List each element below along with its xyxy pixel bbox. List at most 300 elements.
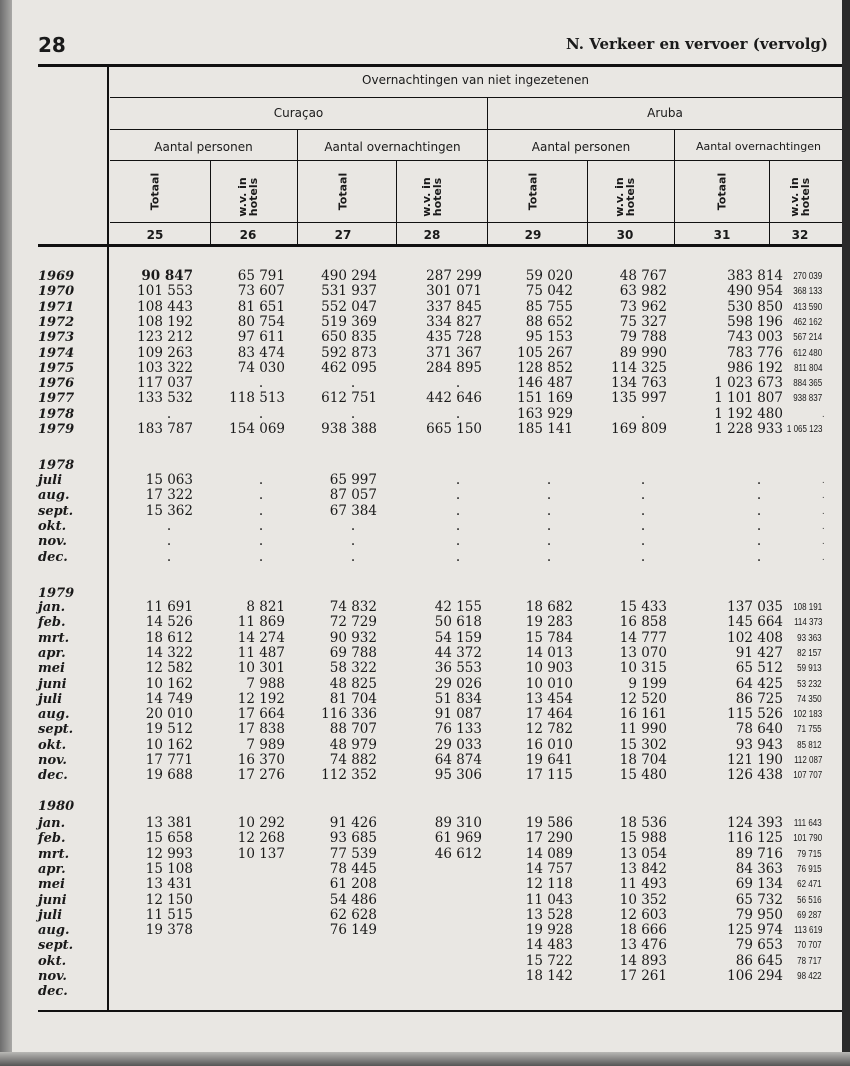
table-cell: 81 704: [329, 690, 377, 707]
table-cell: 15 433: [619, 599, 667, 615]
table-cell: 103 322: [137, 359, 193, 376]
table-cell: 783 776: [727, 344, 783, 361]
table-cell: 1 192 480: [714, 405, 783, 422]
table-cell: 19 283: [525, 614, 573, 631]
table-cell: 11 515: [145, 906, 193, 923]
table-cell: 13 454: [525, 690, 573, 707]
table-cell: 10 137: [237, 845, 285, 862]
table-cell: .: [350, 517, 356, 534]
table-cell: .: [640, 548, 646, 565]
row-label: mrt.: [38, 630, 70, 646]
table-cell: 76 149: [329, 922, 377, 939]
table-cell: 15 722: [525, 952, 573, 969]
table-cell: 108 443: [137, 298, 193, 315]
top-rule: [38, 64, 842, 67]
table-cell: .: [822, 505, 825, 517]
table-cell: 938 388: [321, 421, 377, 437]
table-cell: 63 982: [619, 283, 667, 300]
table-cell: 126 438: [727, 767, 783, 784]
table-cell: 19 688: [145, 767, 193, 784]
row-label: 1974: [38, 345, 75, 361]
table-cell: 82 157: [797, 647, 822, 659]
table-cell: 79 715: [797, 848, 822, 860]
table-cell: .: [258, 472, 264, 488]
table-cell: 62 471: [797, 879, 822, 891]
table-cell: 10 162: [145, 736, 193, 753]
table-cell: 86 725: [735, 690, 783, 707]
table-cell: 14 749: [145, 690, 193, 707]
table-cell: 383 814: [727, 268, 783, 284]
table-cell: .: [822, 551, 825, 563]
row-label: okt.: [38, 953, 67, 969]
column-number: 28: [423, 228, 441, 242]
table-cell: 169 809: [611, 421, 667, 437]
table-cell: 19 512: [145, 721, 193, 738]
table-cell: 78 445: [329, 860, 377, 877]
table-cell: 14 483: [525, 937, 573, 954]
table-cell: 7 989: [246, 736, 285, 753]
table-cell: 12 782: [525, 721, 573, 738]
table-cell: 10 010: [525, 675, 573, 692]
table-cell: 17 664: [237, 706, 285, 723]
table-cell: 14 089: [525, 845, 573, 862]
table-cell: .: [455, 472, 461, 488]
table-cell: 73 962: [619, 298, 667, 315]
column-header-of-which-hotels: w.v. in hotels: [236, 177, 260, 217]
table-cell: 413 590: [793, 301, 822, 313]
table-cell: 78 640: [735, 721, 783, 738]
table-cell: .: [350, 375, 356, 392]
table-cell: 12 582: [145, 660, 193, 677]
table-title: Overnachtingen van niet ingezetenen: [362, 73, 589, 87]
table-cell: 14 274: [237, 629, 285, 646]
table-cell: 531 937: [321, 283, 377, 300]
table-cell: .: [756, 548, 762, 565]
table-cell: 592 873: [321, 344, 377, 361]
table-cell: .: [756, 472, 762, 488]
row-label: 1975: [38, 360, 75, 376]
table-cell: 598 196: [727, 313, 783, 330]
table-cell: 17 838: [237, 721, 285, 738]
table-cell: 13 528: [525, 906, 573, 923]
table-cell: 48 825: [329, 675, 377, 692]
table-cell: .: [455, 533, 461, 550]
table-cell: 54 159: [434, 629, 482, 646]
table-cell: 17 322: [145, 487, 193, 504]
table-cell: 128 852: [517, 359, 573, 376]
row-label: 1971: [38, 299, 75, 315]
table-cell: 462 162: [793, 316, 822, 328]
row-label: sept.: [38, 503, 74, 519]
row-label: sept.: [38, 938, 74, 954]
table-cell: 69 134: [735, 876, 783, 893]
table-cell: .: [166, 405, 172, 422]
group-aruba-persons: Aantal personen: [531, 140, 631, 154]
table-cell: 1 065 123: [786, 424, 822, 435]
table-cell: 10 352: [619, 891, 667, 908]
table-cell: 101 790: [793, 833, 822, 845]
table-cell: 75 042: [525, 283, 573, 300]
table-cell: 15 784: [525, 629, 573, 646]
table-cell: 62 628: [329, 906, 377, 923]
table-cell: .: [350, 533, 356, 550]
table-cell: 15 480: [619, 767, 667, 784]
table-cell: 19 378: [145, 922, 193, 939]
column-number: 25: [146, 228, 164, 242]
column-number: 27: [334, 228, 352, 242]
table-cell: .: [822, 490, 825, 502]
table-cell: .: [258, 548, 264, 565]
table-cell: 106 294: [727, 968, 783, 984]
table-cell: 91 087: [434, 706, 482, 723]
stub-divider: [107, 66, 109, 1011]
table-cell: .: [258, 502, 264, 519]
rule: [587, 161, 588, 245]
table-cell: 74 030: [237, 359, 285, 376]
table-cell: 270 039: [793, 271, 822, 282]
row-label: jan.: [38, 600, 66, 615]
table-cell: 29 026: [434, 675, 482, 692]
row-label: jan.: [38, 816, 66, 831]
table-cell: 85 755: [525, 298, 573, 315]
column-number: 30: [616, 228, 634, 242]
table-cell: 74 882: [329, 752, 377, 768]
table-cell: .: [546, 502, 552, 519]
table-cell: 183 787: [137, 421, 193, 437]
table-cell: .: [455, 375, 461, 392]
table-cell: 20 010: [145, 706, 193, 723]
table-cell: 10 301: [237, 660, 285, 677]
table-cell: 95 306: [434, 767, 482, 784]
row-label: 1976: [38, 376, 75, 392]
table-cell: 117 037: [137, 375, 193, 392]
table-cell: 95 153: [525, 329, 573, 346]
table-cell: 88 652: [525, 313, 573, 330]
row-label: 1973: [38, 330, 75, 346]
table-cell: 75 327: [619, 313, 667, 330]
table-cell: 14 013: [525, 644, 573, 661]
table-cell: .: [546, 517, 552, 534]
column-number: 32: [791, 228, 809, 242]
table-cell: 18 682: [525, 599, 573, 615]
table-cell: 79 788: [619, 329, 667, 346]
row-label: dec.: [38, 549, 68, 565]
table-cell: 163 929: [517, 405, 573, 422]
table-cell: 61 208: [329, 876, 377, 893]
table-cell: .: [546, 533, 552, 550]
section-title: N. Verkeer en vervoer (vervolg): [566, 35, 828, 53]
table-cell: 109 263: [137, 344, 193, 361]
table-cell: 17 771: [145, 752, 193, 768]
row-label: juli: [38, 473, 63, 488]
table-cell: 12 603: [619, 906, 667, 923]
table-cell: 519 369: [321, 313, 377, 330]
table-cell: .: [455, 502, 461, 519]
table-cell: 743 003: [727, 329, 783, 346]
row-label: mei: [38, 661, 65, 677]
table-cell: 123 212: [137, 329, 193, 346]
table-cell: 50 618: [434, 614, 482, 631]
table-cell: 59 913: [797, 663, 822, 675]
row-label: mei: [38, 877, 65, 893]
table-cell: 17 276: [237, 767, 285, 784]
table-cell: 58 322: [329, 660, 377, 677]
table-cell: 114 325: [611, 359, 667, 376]
row-label: dec.: [38, 984, 68, 1000]
table-cell: 89 716: [735, 845, 783, 862]
region-aruba: Aruba: [647, 106, 683, 120]
table-cell: 65 997: [329, 472, 377, 488]
row-label: juli: [38, 691, 63, 707]
row-label: nov.: [38, 753, 67, 768]
table-cell: .: [546, 548, 552, 565]
table-cell: 371 367: [426, 344, 482, 361]
table-cell: 36 553: [434, 660, 482, 677]
table-cell: .: [166, 517, 172, 534]
table-cell: 1 101 807: [714, 390, 783, 407]
table-cell: 113 619: [793, 925, 822, 937]
table-cell: .: [822, 520, 825, 532]
rule: [210, 161, 211, 245]
table-cell: 665 150: [426, 421, 482, 437]
table-cell: .: [640, 405, 646, 422]
table-cell: 11 487: [237, 644, 285, 661]
table-cell: 19 586: [525, 815, 573, 831]
table-cell: 64 425: [735, 675, 783, 692]
table-cell: 73 607: [237, 283, 285, 300]
period-heading: 1978: [38, 458, 75, 473]
page-binding-edge: [0, 0, 12, 1066]
table-cell: 108 192: [137, 313, 193, 330]
row-label: apr.: [38, 861, 66, 877]
table-cell: .: [640, 533, 646, 550]
table-cell: 884 365: [793, 378, 822, 390]
table-cell: 301 071: [426, 283, 482, 300]
table-cell: 13 054: [619, 845, 667, 862]
table-cell: 11 691: [145, 599, 193, 615]
table-cell: 90 932: [329, 629, 377, 646]
table-cell: 112 087: [793, 755, 822, 766]
column-header-of-which-hotels: w.v. in hotels: [420, 177, 444, 217]
table-cell: .: [640, 502, 646, 519]
table-cell: 67 384: [329, 502, 377, 519]
table-cell: 61 969: [434, 830, 482, 847]
row-label: aug.: [38, 488, 70, 504]
table-cell: 650 835: [321, 329, 377, 346]
row-label: aug.: [38, 707, 70, 723]
table-cell: 118 513: [229, 390, 285, 407]
table-cell: 16 858: [619, 614, 667, 631]
table-cell: 15 302: [619, 736, 667, 753]
table-cell: 17 290: [525, 830, 573, 847]
table-cell: 56 516: [797, 894, 822, 906]
rule: [110, 97, 842, 98]
table-cell: 65 512: [735, 660, 783, 677]
table-cell: .: [258, 405, 264, 422]
table-cell: 12 520: [619, 690, 667, 707]
table-cell: 91 427: [735, 644, 783, 661]
table-cell: 11 990: [619, 721, 667, 738]
rule: [769, 161, 770, 245]
table-cell: 91 426: [329, 815, 377, 831]
table-cell: 14 526: [145, 614, 193, 631]
table-cell: 76 133: [434, 721, 482, 738]
row-label: feb.: [38, 831, 66, 847]
table-cell: 76 915: [797, 863, 822, 875]
table-cell: 53 232: [797, 678, 822, 690]
table-cell: 111 643: [794, 818, 822, 829]
table-cell: 42 155: [434, 599, 482, 615]
table-cell: 15 362: [145, 502, 193, 519]
table-cell: 11 043: [525, 891, 573, 908]
table-cell: 90 847: [141, 268, 193, 284]
row-label: nov.: [38, 969, 67, 984]
table-cell: 986 192: [727, 359, 783, 376]
table-cell: .: [756, 533, 762, 550]
table-cell: 462 095: [321, 359, 377, 376]
table-cell: 15 063: [145, 472, 193, 488]
table-cell: 93 685: [329, 830, 377, 847]
table-cell: .: [756, 487, 762, 504]
region-curacao: Curaçao: [273, 106, 324, 120]
table-cell: 133 532: [137, 390, 193, 407]
table-cell: 16 010: [525, 736, 573, 753]
table-cell: 79 950: [735, 906, 783, 923]
table-cell: .: [258, 375, 264, 392]
row-label: nov.: [38, 534, 67, 550]
row-label: 1969: [38, 269, 75, 284]
period-heading: 1980: [38, 799, 75, 814]
table-cell: 134 763: [611, 375, 667, 392]
table-cell: 87 057: [329, 487, 377, 504]
table-cell: 98 422: [797, 971, 822, 982]
table-cell: 185 141: [517, 421, 573, 437]
table-cell: 145 664: [727, 614, 783, 631]
table-cell: .: [350, 548, 356, 565]
group-curacao-persons: Aantal personen: [154, 140, 253, 154]
table-cell: 154 069: [229, 421, 285, 437]
row-label: 1979: [38, 422, 75, 437]
row-label: sept.: [38, 722, 74, 738]
table-cell: .: [756, 502, 762, 519]
table-cell: 46 612: [434, 845, 482, 862]
table-cell: .: [258, 487, 264, 504]
row-label: apr.: [38, 645, 66, 661]
table-cell: 368 133: [793, 286, 822, 298]
table-cell: 44 372: [434, 644, 482, 661]
table-cell: 284 895: [426, 359, 482, 376]
table-cell: 938 837: [793, 393, 822, 405]
table-cell: 811 804: [793, 362, 822, 374]
table-cell: 13 431: [145, 876, 193, 893]
table-cell: 135 997: [611, 390, 667, 407]
table-cell: 48 767: [619, 268, 667, 284]
table-cell: 105 267: [517, 344, 573, 361]
table-cell: 59 020: [525, 268, 573, 284]
table-cell: 54 486: [329, 891, 377, 908]
table-cell: 146 487: [517, 375, 573, 392]
table-cell: 77 539: [329, 845, 377, 862]
table-cell: 18 142: [525, 968, 573, 984]
table-cell: 85 812: [797, 739, 822, 751]
table-cell: 89 990: [619, 344, 667, 361]
table-cell: 17 261: [619, 968, 667, 984]
table-cell: 71 755: [797, 724, 822, 736]
table-cell: 12 192: [237, 690, 285, 707]
table-cell: 13 070: [619, 644, 667, 661]
table-cell: 112 352: [321, 767, 377, 784]
column-header-total: Totaal: [526, 172, 540, 211]
table-cell: 15 988: [619, 830, 667, 847]
group-aruba-nights: Aantal overnachtingen: [696, 140, 821, 153]
row-label: juni: [38, 676, 67, 692]
table-cell: .: [640, 517, 646, 534]
table-cell: 287 299: [426, 268, 482, 284]
table-cell: 15 108: [145, 860, 193, 877]
table-cell: 1 228 933: [714, 421, 783, 437]
row-label: aug.: [38, 923, 70, 939]
table-cell: 114 373: [793, 617, 822, 629]
table-cell: 125 974: [727, 922, 783, 939]
table-cell: 93 943: [735, 736, 783, 753]
table-cell: 552 047: [321, 298, 377, 315]
table-cell: .: [822, 475, 825, 486]
table-cell: 14 757: [525, 860, 573, 877]
table-cell: 80 754: [237, 313, 285, 330]
table-cell: 93 363: [797, 632, 822, 644]
column-number: 31: [713, 228, 731, 242]
table-cell: .: [546, 472, 552, 488]
table-cell: 116 125: [727, 830, 783, 847]
table-cell: 97 611: [237, 329, 285, 346]
table-cell: .: [822, 408, 825, 420]
table-cell: 10 903: [525, 660, 573, 677]
table-cell: 84 363: [735, 860, 783, 877]
table-cell: 11 869: [237, 614, 285, 631]
table-cell: .: [455, 405, 461, 422]
table-cell: 70 707: [797, 940, 822, 952]
table-cell: 13 381: [145, 815, 193, 831]
table-cell: 107 707: [793, 770, 822, 782]
row-label: dec.: [38, 768, 68, 784]
table-cell: 530 850: [727, 298, 783, 315]
table-cell: 151 169: [517, 390, 573, 407]
column-header-total: Totaal: [148, 172, 162, 211]
table-cell: .: [258, 533, 264, 550]
table-cell: 137 035: [727, 599, 783, 615]
table-cell: 17 464: [525, 706, 573, 723]
table-cell: 69 788: [329, 644, 377, 661]
table-cell: 78 717: [797, 955, 822, 967]
row-label: juli: [38, 907, 63, 923]
column-header-of-which-hotels: w.v. in hotels: [613, 177, 637, 217]
table-cell: 83 474: [237, 344, 285, 361]
table-cell: 101 553: [137, 283, 193, 300]
table-cell: .: [455, 517, 461, 534]
row-label: mrt.: [38, 846, 70, 862]
column-header-total: Totaal: [336, 172, 350, 211]
table-cell: 17 115: [525, 767, 573, 784]
group-curacao-nights: Aantal overnachtingen: [324, 140, 461, 154]
table-cell: 10 315: [619, 660, 667, 677]
header-bottom-rule: [38, 244, 842, 247]
table-cell: 64 874: [434, 752, 482, 768]
table-cell: 9 199: [628, 675, 667, 692]
column-header-total: Totaal: [715, 172, 729, 211]
table-cell: 10 292: [237, 815, 285, 831]
table-cell: 69 287: [797, 909, 822, 921]
table-cell: 18 612: [145, 629, 193, 646]
